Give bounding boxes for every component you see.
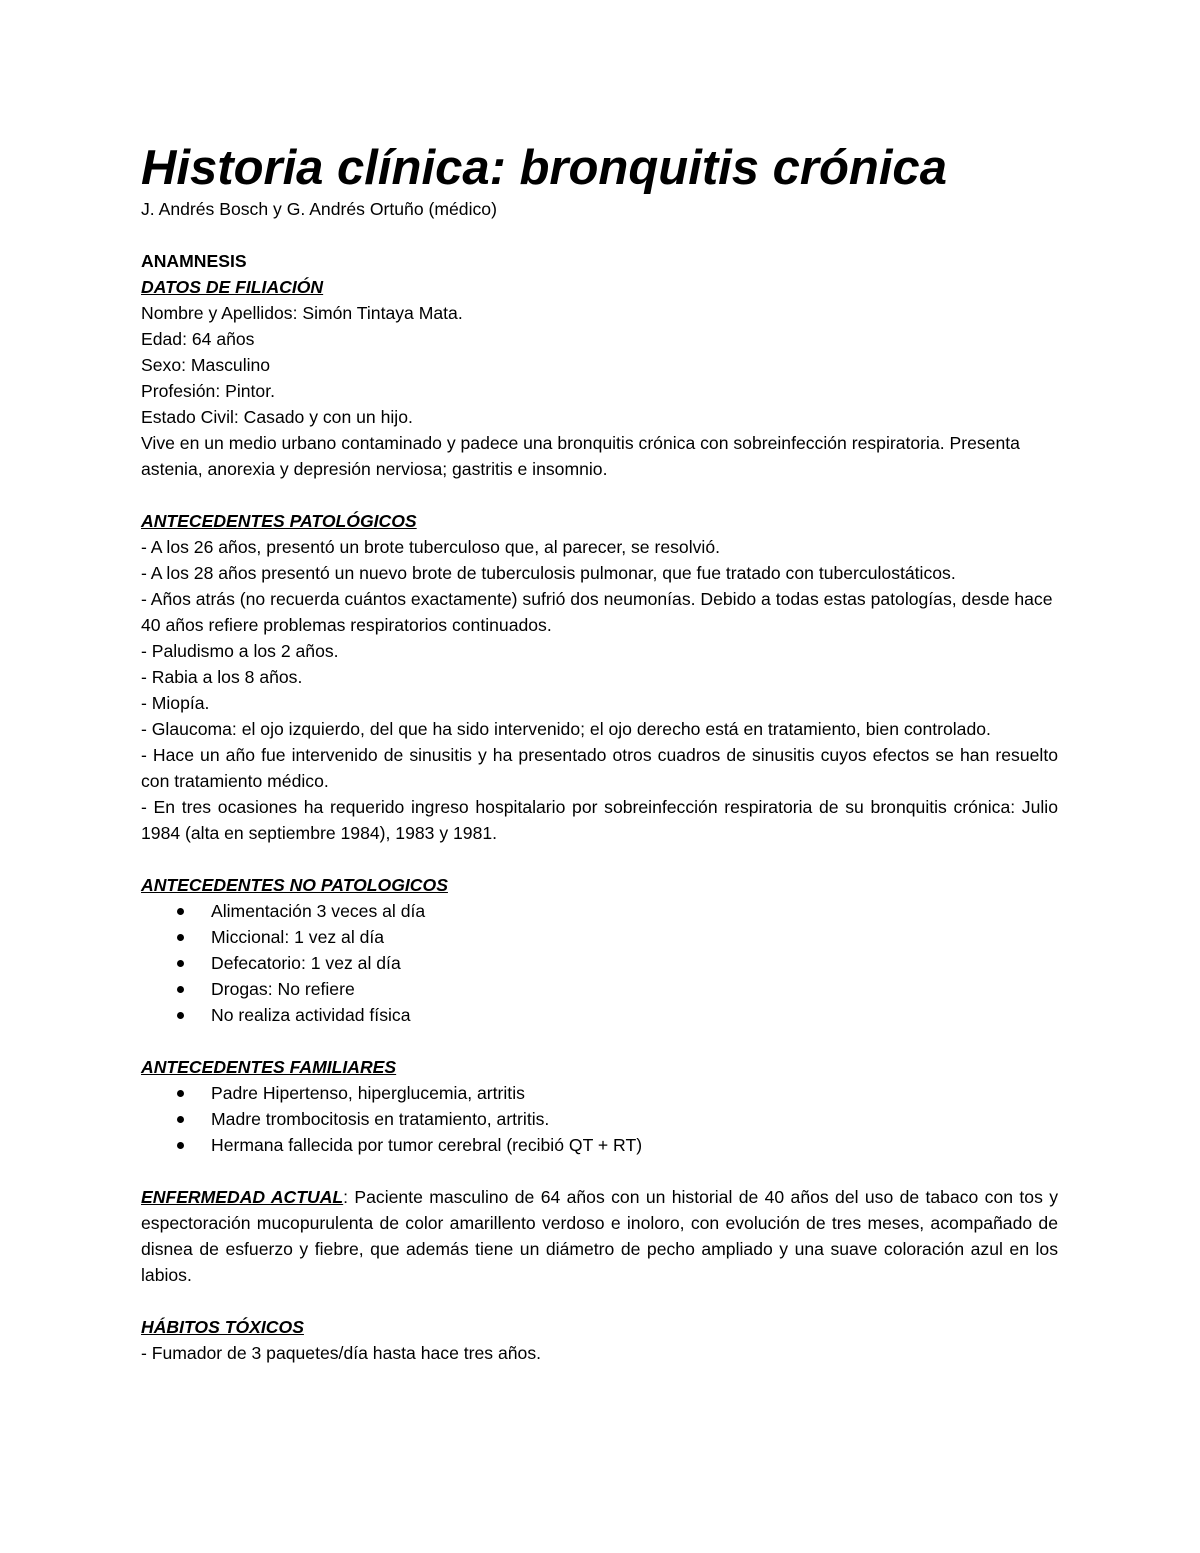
enfermedad-separator: :	[343, 1187, 355, 1207]
bullet-icon	[177, 986, 184, 993]
list-item: Miccional: 1 vez al día	[141, 924, 1058, 950]
patologicos-line: - Glaucoma: el ojo izquierdo, del que ha sido intervenido; el ojo derecho está en tratamiento, bien controlado.	[141, 719, 991, 739]
list-item: Alimentación 3 veces al día	[141, 898, 1058, 924]
list-item: No realiza actividad física	[141, 1002, 1058, 1028]
patologicos-line: - Rabia a los 8 años.	[141, 667, 303, 687]
anamnesis-heading: ANAMNESIS	[141, 251, 247, 271]
patologicos-line: - Miopía.	[141, 693, 210, 713]
filiacion-line: Nombre y Apellidos: Simón Tintaya Mata.	[141, 303, 463, 323]
bullet-icon	[177, 908, 184, 915]
document-authors: J. Andrés Bosch y G. Andrés Ortuño (médico)	[141, 199, 497, 219]
patologicos-line: - A los 28 años presentó un nuevo brote de tuberculosis pulmonar, que fue tratado con tuberculostáticos.	[141, 563, 956, 583]
patologicos-heading: ANTECEDENTES PATOLÓGICOS	[141, 511, 417, 531]
list-item: Padre Hipertenso, hiperglucemia, artritis	[141, 1080, 1058, 1106]
list-item: Madre trombocitosis en tratamiento, artritis.	[141, 1106, 1058, 1132]
list-item: Hermana fallecida por tumor cerebral (recibió QT + RT)	[141, 1132, 1058, 1158]
filiacion-heading: DATOS DE FILIACIÓN	[141, 277, 324, 297]
bullet-icon	[177, 934, 184, 941]
list-item: Drogas: No refiere	[141, 976, 1058, 1002]
list-item: Defecatorio: 1 vez al día	[141, 950, 1058, 976]
patologicos-line: - Hace un año fue intervenido de sinusitis y ha presentado otros cuadros de sinusitis cuyos efectos se han resuelto con tratamiento médico.	[141, 745, 1058, 791]
filiacion-line: Edad: 64 años	[141, 329, 255, 349]
bullet-icon	[177, 1090, 184, 1097]
enfermedad-text: Paciente masculino de 64 años con un historial de 40 años del uso de tabaco con tos y espectoración mucopurulenta de color amarillento verdoso e inoloro, con evolución de tres meses, acompañado de disnea de esfuerzo y fiebre, que además tiene un diámetro de pecho ampliado y una suave coloración azul en los labios.	[141, 1187, 1059, 1285]
filiacion-line: Vive en un medio urbano contaminado y padece una bronquitis crónica con sobreinfección respiratoria. Presenta astenia, anorexia y depresión nerviosa; gastritis e insomnio.	[141, 433, 1020, 479]
no-patologicos-heading: ANTECEDENTES NO PATOLOGICOS	[141, 875, 448, 895]
bullet-icon	[177, 1012, 184, 1019]
document-page	[141, 140, 1058, 1366]
habitos-heading: HÁBITOS TÓXICOS	[141, 1317, 304, 1337]
bullet-icon	[177, 1142, 184, 1149]
patologicos-line: - En tres ocasiones ha requerido ingreso hospitalario por sobreinfección respiratoria de su bronquitis crónica: Julio 1984 (alta en septiembre 1984), 1983 y 1981.	[141, 797, 1058, 843]
enfermedad-paragraph	[141, 1184, 1058, 1288]
no-patologicos-list	[141, 898, 1058, 1028]
bullet-icon	[177, 1116, 184, 1123]
filiacion-line: Profesión: Pintor.	[141, 381, 275, 401]
familiares-heading: ANTECEDENTES FAMILIARES	[141, 1057, 397, 1077]
patologicos-line: - Años atrás (no recuerda cuántos exactamente) sufrió dos neumonías. Debido a todas estas patologías, desde hace 40 años refiere problemas respiratorios continuados.	[141, 589, 1053, 635]
familiares-list	[141, 1080, 1058, 1158]
bullet-icon	[177, 960, 184, 967]
filiacion-line: Sexo: Masculino	[141, 355, 271, 375]
patologicos-line: - Paludismo a los 2 años.	[141, 641, 339, 661]
patologicos-line: - A los 26 años, presentó un brote tuberculoso que, al parecer, se resolvió.	[141, 537, 720, 557]
habitos-line: - Fumador de 3 paquetes/día hasta hace tres años.	[141, 1343, 542, 1363]
filiacion-line: Estado Civil: Casado y con un hijo.	[141, 407, 413, 427]
enfermedad-heading: ENFERMEDAD ACTUAL	[141, 1187, 344, 1207]
document-title: Historia clínica: bronquitis crónica	[141, 141, 947, 195]
